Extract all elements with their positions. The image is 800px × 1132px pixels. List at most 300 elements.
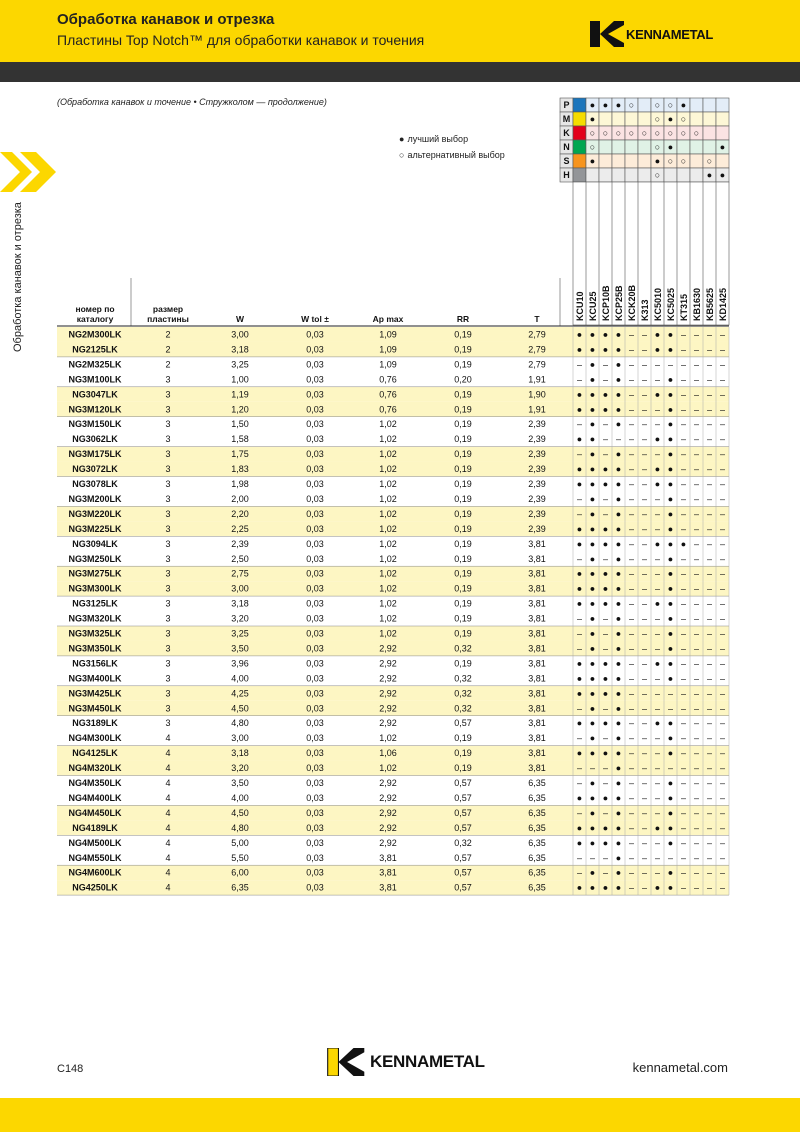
best-choice-mark: ● bbox=[589, 404, 596, 415]
not-recommended-mark: – bbox=[667, 703, 674, 714]
material-grade-cell bbox=[703, 98, 716, 112]
rr-value: 0,19 bbox=[454, 508, 472, 519]
table-row bbox=[57, 835, 729, 848]
material-row-k bbox=[560, 126, 729, 140]
t-value: 3,81 bbox=[528, 613, 546, 624]
rr-value: 0,57 bbox=[454, 882, 472, 893]
best-choice-mark: ● bbox=[615, 493, 622, 504]
ap-max-value: 1,02 bbox=[379, 464, 397, 475]
rr-value: 0,19 bbox=[454, 344, 472, 355]
width-tolerance: 0,03 bbox=[306, 538, 324, 549]
not-recommended-mark: – bbox=[706, 508, 713, 519]
best-choice-mark: ● bbox=[615, 718, 622, 729]
insert-size: 4 bbox=[165, 748, 171, 759]
not-recommended-mark: – bbox=[719, 419, 726, 430]
not-recommended-mark: – bbox=[576, 553, 583, 564]
not-recommended-mark: – bbox=[706, 464, 713, 475]
width-tolerance: 0,03 bbox=[306, 434, 324, 445]
not-recommended-mark: – bbox=[693, 792, 700, 803]
not-recommended-mark: – bbox=[641, 404, 648, 415]
ap-max-value: 2,92 bbox=[379, 658, 397, 669]
best-choice-mark: ● bbox=[615, 553, 622, 564]
best-choice-mark: ● bbox=[589, 553, 596, 564]
table-row bbox=[57, 536, 729, 549]
not-recommended-mark: – bbox=[641, 807, 648, 818]
header-catalog-line2: каталогу bbox=[76, 314, 114, 324]
not-recommended-mark: – bbox=[628, 493, 635, 504]
insert-size: 3 bbox=[165, 553, 171, 564]
best-choice-mark: ● bbox=[602, 822, 609, 833]
not-recommended-mark: – bbox=[628, 673, 635, 684]
table-row bbox=[57, 686, 729, 701]
width-tolerance: 0,03 bbox=[306, 763, 324, 774]
catalog-number: NG3M325LK bbox=[68, 628, 122, 639]
not-recommended-mark: – bbox=[719, 837, 726, 848]
best-choice-mark: ● bbox=[667, 568, 674, 579]
not-recommended-mark: – bbox=[693, 344, 700, 355]
not-recommended-mark: – bbox=[719, 404, 726, 415]
t-value: 2,39 bbox=[528, 419, 546, 430]
best-choice-mark: ● bbox=[589, 703, 596, 714]
not-recommended-mark: – bbox=[680, 449, 687, 460]
not-recommended-mark: – bbox=[641, 598, 648, 609]
insert-size: 4 bbox=[165, 867, 171, 878]
rr-value: 0,19 bbox=[454, 553, 472, 564]
not-recommended-mark: – bbox=[693, 508, 700, 519]
not-recommended-mark: – bbox=[615, 434, 622, 445]
alt-choice-mark: ○ bbox=[706, 156, 713, 166]
grade-header-kcu10: KCU10 bbox=[575, 291, 585, 321]
catalog-number: NG3M350LK bbox=[68, 643, 122, 654]
not-recommended-mark: – bbox=[680, 822, 687, 833]
table-row bbox=[57, 596, 729, 609]
not-recommended-mark: – bbox=[602, 867, 609, 878]
not-recommended-mark: – bbox=[693, 583, 700, 594]
best-choice-mark: ● bbox=[615, 852, 622, 863]
best-choice-mark: ● bbox=[589, 583, 596, 594]
best-choice-mark: ● bbox=[615, 359, 622, 370]
t-value: 6,35 bbox=[528, 852, 546, 863]
rr-value: 0,20 bbox=[454, 374, 472, 385]
best-choice-mark: ● bbox=[654, 538, 661, 549]
best-choice-mark: ● bbox=[654, 389, 661, 400]
not-recommended-mark: – bbox=[641, 688, 648, 699]
material-code: N bbox=[563, 142, 570, 152]
material-grade-cell bbox=[612, 168, 625, 182]
not-recommended-mark: – bbox=[706, 419, 713, 430]
table-row bbox=[68, 673, 725, 683]
not-recommended-mark: – bbox=[680, 748, 687, 759]
not-recommended-mark: – bbox=[641, 748, 648, 759]
not-recommended-mark: – bbox=[654, 778, 661, 788]
catalog-number: NG3047LK bbox=[72, 389, 118, 400]
insert-size: 2 bbox=[165, 329, 171, 340]
grade-header-kd1425: KD1425 bbox=[718, 287, 728, 321]
rr-value: 0,19 bbox=[454, 733, 472, 744]
insert-size: 3 bbox=[165, 568, 171, 579]
best-choice-mark: ● bbox=[680, 538, 687, 549]
not-recommended-mark: – bbox=[680, 882, 687, 893]
best-choice-mark: ● bbox=[654, 658, 661, 669]
not-recommended-mark: – bbox=[641, 852, 648, 863]
insert-size: 3 bbox=[165, 628, 171, 639]
width-value: 3,96 bbox=[231, 658, 249, 669]
not-recommended-mark: – bbox=[719, 449, 726, 460]
table-row bbox=[72, 434, 725, 444]
best-choice-mark: ● bbox=[576, 538, 583, 549]
rr-value: 0,19 bbox=[454, 598, 472, 609]
t-value: 3,81 bbox=[528, 763, 546, 774]
not-recommended-mark: – bbox=[641, 434, 648, 445]
header-size-line2: пластины bbox=[147, 314, 189, 324]
ap-max-value: 1,09 bbox=[379, 329, 397, 340]
legend-best-label: лучший выбор bbox=[407, 134, 469, 144]
alt-choice-mark: ○ bbox=[589, 142, 596, 152]
not-recommended-mark: – bbox=[719, 673, 726, 684]
not-recommended-mark: – bbox=[693, 688, 700, 699]
not-recommended-mark: – bbox=[706, 374, 713, 385]
not-recommended-mark: – bbox=[654, 703, 661, 714]
best-choice-mark: ● bbox=[667, 374, 674, 385]
not-recommended-mark: – bbox=[719, 464, 726, 475]
width-value: 2,00 bbox=[231, 493, 249, 504]
not-recommended-mark: – bbox=[706, 434, 713, 445]
material-grade-cell bbox=[703, 112, 716, 126]
table-row bbox=[57, 716, 729, 729]
not-recommended-mark: – bbox=[628, 434, 635, 445]
not-recommended-mark: – bbox=[706, 852, 713, 863]
not-recommended-mark: – bbox=[576, 449, 583, 460]
header-w: W bbox=[235, 314, 245, 324]
rr-value: 0,57 bbox=[454, 852, 472, 863]
not-recommended-mark: – bbox=[693, 568, 700, 579]
width-tolerance: 0,03 bbox=[306, 419, 324, 430]
sidebar-section-label: Обработка канавок и отрезка bbox=[12, 202, 24, 352]
material-grade-cell bbox=[599, 154, 612, 168]
best-choice-mark: ● bbox=[589, 464, 596, 475]
insert-size: 3 bbox=[165, 434, 171, 445]
material-grade-cell bbox=[716, 98, 729, 112]
page-number: C148 bbox=[57, 1063, 84, 1075]
best-choice-mark: ● bbox=[576, 434, 583, 445]
best-choice-mark: ● bbox=[589, 419, 596, 430]
not-recommended-mark: – bbox=[641, 613, 648, 624]
best-choice-mark: ● bbox=[602, 389, 609, 400]
not-recommended-mark: – bbox=[706, 523, 713, 534]
table-row bbox=[57, 417, 729, 430]
best-choice-mark: ● bbox=[576, 882, 583, 893]
not-recommended-mark: – bbox=[719, 867, 726, 878]
not-recommended-mark: – bbox=[693, 763, 700, 774]
width-value: 4,25 bbox=[231, 688, 249, 699]
grade-header-kc5010: KC5010 bbox=[653, 287, 663, 321]
best-choice-mark: ● bbox=[667, 613, 674, 624]
not-recommended-mark: – bbox=[706, 404, 713, 415]
not-recommended-mark: – bbox=[693, 882, 700, 893]
rr-value: 0,19 bbox=[454, 538, 472, 549]
not-recommended-mark: – bbox=[641, 568, 648, 579]
table-row bbox=[68, 374, 725, 384]
not-recommended-mark: – bbox=[693, 628, 700, 639]
not-recommended-mark: – bbox=[680, 479, 687, 489]
best-choice-mark: ● bbox=[667, 508, 674, 519]
catalog-number: NG3M400LK bbox=[68, 673, 122, 684]
t-value: 3,81 bbox=[528, 538, 546, 549]
best-choice-mark: ● bbox=[654, 329, 661, 340]
not-recommended-mark: – bbox=[693, 374, 700, 385]
not-recommended-mark: – bbox=[576, 763, 583, 774]
not-recommended-mark: – bbox=[693, 748, 700, 759]
not-recommended-mark: – bbox=[628, 643, 635, 654]
table-row bbox=[57, 402, 729, 417]
rr-value: 0,19 bbox=[454, 763, 472, 774]
not-recommended-mark: – bbox=[628, 389, 635, 400]
catalog-number: NG3189LK bbox=[72, 718, 118, 729]
not-recommended-mark: – bbox=[576, 867, 583, 878]
alt-choice-mark: ○ bbox=[641, 128, 648, 138]
catalog-number: NG3062LK bbox=[72, 434, 118, 445]
not-recommended-mark: – bbox=[576, 419, 583, 430]
best-choice-mark: ● bbox=[654, 822, 661, 833]
best-choice-mark: ● bbox=[615, 628, 622, 639]
width-tolerance: 0,03 bbox=[306, 389, 324, 400]
insert-size: 3 bbox=[165, 643, 171, 654]
not-recommended-mark: – bbox=[719, 643, 726, 654]
catalog-number: NG3072LK bbox=[72, 464, 118, 475]
catalog-number: NG3M120LK bbox=[68, 404, 122, 415]
rr-value: 0,57 bbox=[454, 792, 472, 803]
best-choice-mark: ● bbox=[667, 778, 674, 788]
catalog-number: NG3156LK bbox=[72, 658, 118, 669]
table-row bbox=[57, 581, 729, 596]
website-link[interactable]: kennametal.com bbox=[632, 1060, 728, 1075]
not-recommended-mark: – bbox=[628, 882, 635, 893]
best-choice-mark: ● bbox=[615, 464, 622, 475]
not-recommended-mark: – bbox=[719, 763, 726, 774]
material-row-n bbox=[560, 140, 729, 154]
not-recommended-mark: – bbox=[680, 837, 687, 848]
best-choice-mark: ● bbox=[667, 449, 674, 460]
not-recommended-mark: – bbox=[706, 703, 713, 714]
best-choice-mark: ● bbox=[615, 329, 622, 340]
best-choice-mark: ● bbox=[654, 882, 661, 893]
best-choice-mark: ● bbox=[576, 718, 583, 729]
alt-choice-mark: ○ bbox=[654, 114, 661, 124]
not-recommended-mark: – bbox=[576, 613, 583, 624]
rr-value: 0,32 bbox=[454, 688, 472, 699]
catalog-number: NG4M350LK bbox=[68, 778, 122, 788]
table-row bbox=[57, 880, 729, 895]
not-recommended-mark: – bbox=[641, 628, 648, 639]
best-choice-mark: ● bbox=[667, 404, 674, 415]
not-recommended-mark: – bbox=[654, 568, 661, 579]
best-choice-mark: ● bbox=[589, 807, 596, 818]
not-recommended-mark: – bbox=[576, 508, 583, 519]
t-value: 1,91 bbox=[528, 404, 546, 415]
not-recommended-mark: – bbox=[706, 763, 713, 774]
insert-size: 3 bbox=[165, 389, 171, 400]
width-value: 3,20 bbox=[231, 613, 249, 624]
best-choice-mark: ● bbox=[589, 114, 596, 124]
best-choice-mark: ● bbox=[667, 389, 674, 400]
best-choice-mark: ● bbox=[615, 763, 622, 774]
best-choice-mark: ● bbox=[576, 583, 583, 594]
best-choice-mark: ● bbox=[589, 434, 596, 445]
alt-choice-mark: ○ bbox=[615, 128, 622, 138]
not-recommended-mark: – bbox=[719, 568, 726, 579]
ap-max-value: 2,92 bbox=[379, 837, 397, 848]
catalog-number: NG3M200LK bbox=[68, 493, 122, 504]
not-recommended-mark: – bbox=[706, 658, 713, 669]
not-recommended-mark: – bbox=[680, 867, 687, 878]
column-headers bbox=[57, 182, 729, 326]
not-recommended-mark: – bbox=[628, 733, 635, 744]
best-choice-mark: ● bbox=[589, 568, 596, 579]
best-choice-mark: ● bbox=[576, 673, 583, 684]
not-recommended-mark: – bbox=[641, 583, 648, 594]
width-value: 3,25 bbox=[231, 359, 249, 370]
not-recommended-mark: – bbox=[680, 434, 687, 445]
t-value: 1,91 bbox=[528, 374, 546, 385]
width-tolerance: 0,03 bbox=[306, 882, 324, 893]
material-grade-cell bbox=[625, 168, 638, 182]
width-tolerance: 0,03 bbox=[306, 852, 324, 863]
not-recommended-mark: – bbox=[641, 673, 648, 684]
catalog-number: NG4M500LK bbox=[68, 837, 122, 848]
best-choice-mark: ● bbox=[589, 100, 596, 110]
not-recommended-mark: – bbox=[693, 807, 700, 818]
width-tolerance: 0,03 bbox=[306, 374, 324, 385]
t-value: 3,81 bbox=[528, 748, 546, 759]
rr-value: 0,32 bbox=[454, 673, 472, 684]
not-recommended-mark: – bbox=[641, 374, 648, 385]
material-grade-cell bbox=[625, 140, 638, 154]
alt-choice-mark: ○ bbox=[680, 128, 687, 138]
width-tolerance: 0,03 bbox=[306, 807, 324, 818]
table-row bbox=[68, 614, 725, 624]
best-choice-mark: ● bbox=[589, 449, 596, 460]
material-grade-cell bbox=[612, 140, 625, 154]
not-recommended-mark: – bbox=[628, 449, 635, 460]
not-recommended-mark: – bbox=[628, 628, 635, 639]
best-choice-mark: ● bbox=[615, 688, 622, 699]
width-value: 3,00 bbox=[231, 583, 249, 594]
rr-value: 0,19 bbox=[454, 748, 472, 759]
best-choice-mark: ● bbox=[615, 643, 622, 654]
not-recommended-mark: – bbox=[641, 822, 648, 833]
ap-max-value: 1,02 bbox=[379, 613, 397, 624]
not-recommended-mark: – bbox=[680, 508, 687, 519]
width-tolerance: 0,03 bbox=[306, 404, 324, 415]
insert-size: 3 bbox=[165, 508, 171, 519]
not-recommended-mark: – bbox=[706, 359, 713, 370]
table-row bbox=[57, 521, 729, 536]
best-choice-mark: ● bbox=[615, 598, 622, 609]
t-value: 2,79 bbox=[528, 359, 546, 370]
not-recommended-mark: – bbox=[667, 763, 674, 774]
not-recommended-mark: – bbox=[628, 658, 635, 669]
material-color-swatch bbox=[573, 154, 586, 168]
not-recommended-mark: – bbox=[628, 568, 635, 579]
rr-value: 0,19 bbox=[454, 583, 472, 594]
t-value: 6,35 bbox=[528, 837, 546, 848]
catalog-number: NG4125LK bbox=[72, 748, 118, 759]
header-rr: RR bbox=[456, 314, 470, 324]
not-recommended-mark: – bbox=[680, 643, 687, 654]
not-recommended-mark: – bbox=[641, 449, 648, 460]
best-choice-mark: ● bbox=[589, 389, 596, 400]
best-choice-mark: ● bbox=[615, 568, 622, 579]
t-value: 2,39 bbox=[528, 523, 546, 534]
not-recommended-mark: – bbox=[693, 479, 700, 489]
material-row-m bbox=[560, 112, 729, 126]
material-code: P bbox=[563, 100, 570, 110]
best-choice-mark: ● bbox=[589, 673, 596, 684]
insert-size: 3 bbox=[165, 479, 171, 489]
material-grade-cell bbox=[599, 168, 612, 182]
best-choice-mark: ● bbox=[576, 792, 583, 803]
ap-max-value: 1,02 bbox=[379, 583, 397, 594]
ap-max-value: 2,92 bbox=[379, 673, 397, 684]
table-row bbox=[57, 387, 729, 402]
not-recommended-mark: – bbox=[719, 882, 726, 893]
not-recommended-mark: – bbox=[719, 553, 726, 564]
catalog-number: NG3094LK bbox=[72, 538, 118, 549]
width-value: 1,58 bbox=[231, 434, 249, 445]
not-recommended-mark: – bbox=[706, 583, 713, 594]
width-value: 3,18 bbox=[231, 344, 249, 355]
insert-size: 4 bbox=[165, 792, 171, 803]
not-recommended-mark: – bbox=[654, 613, 661, 624]
footer-brand-name: KENNAMETAL bbox=[370, 1052, 485, 1071]
not-recommended-mark: – bbox=[680, 553, 687, 564]
best-choice-mark: ● bbox=[589, 778, 596, 788]
material-grade-cell bbox=[599, 112, 612, 126]
not-recommended-mark: – bbox=[654, 449, 661, 460]
not-recommended-mark: – bbox=[680, 568, 687, 579]
table-body bbox=[57, 327, 729, 895]
insert-size: 3 bbox=[165, 404, 171, 415]
best-choice-mark: ● bbox=[615, 613, 622, 624]
best-choice-mark: ● bbox=[667, 598, 674, 609]
insert-size: 3 bbox=[165, 688, 171, 699]
best-choice-mark: ● bbox=[667, 658, 674, 669]
not-recommended-mark: – bbox=[706, 673, 713, 684]
not-recommended-mark: – bbox=[680, 493, 687, 504]
best-choice-mark: ● bbox=[576, 658, 583, 669]
t-value: 3,81 bbox=[528, 553, 546, 564]
not-recommended-mark: – bbox=[628, 822, 635, 833]
catalog-number: NG4250LK bbox=[72, 882, 118, 893]
width-value: 1,20 bbox=[231, 404, 249, 415]
table-row bbox=[57, 820, 729, 835]
not-recommended-mark: – bbox=[628, 479, 635, 489]
best-choice-mark: ● bbox=[654, 434, 661, 445]
best-choice-mark: ● bbox=[667, 628, 674, 639]
catalog-number: NG4189LK bbox=[72, 822, 118, 833]
ap-max-value: 2,92 bbox=[379, 792, 397, 803]
width-tolerance: 0,03 bbox=[306, 449, 324, 460]
best-choice-mark: ● bbox=[667, 114, 674, 124]
not-recommended-mark: – bbox=[719, 359, 726, 370]
table-row bbox=[57, 641, 729, 656]
width-value: 3,20 bbox=[231, 763, 249, 774]
t-value: 3,81 bbox=[528, 733, 546, 744]
width-tolerance: 0,03 bbox=[306, 329, 324, 340]
best-choice-mark: ● bbox=[706, 170, 713, 180]
filled-dot-icon: ● bbox=[399, 134, 405, 144]
not-recommended-mark: – bbox=[706, 688, 713, 699]
